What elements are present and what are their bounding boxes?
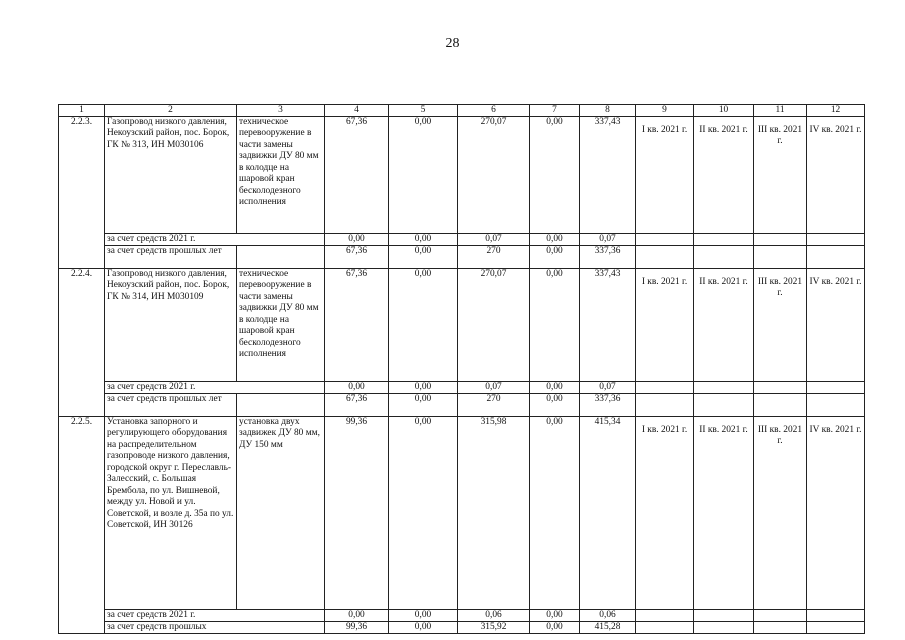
value-cell: 0,00 bbox=[530, 269, 580, 382]
empty-cell bbox=[694, 394, 754, 417]
object-name: Газопровод низкого давления, Некоузский район, пос. Борок, ГК № 314, ИН М030109 bbox=[105, 269, 237, 382]
value-cell: 0,07 bbox=[458, 234, 530, 246]
column-number: 1 bbox=[59, 105, 105, 117]
value-cell: 0,00 bbox=[530, 417, 580, 610]
empty-cell bbox=[754, 246, 807, 269]
value-cell: 0,00 bbox=[389, 117, 458, 234]
value-cell: 415,28 bbox=[580, 622, 636, 634]
quarter-cell: I кв. 2021 г. bbox=[636, 117, 694, 234]
value-cell: 0,00 bbox=[530, 234, 580, 246]
funding-label: за счет средств 2021 г. bbox=[105, 234, 325, 246]
value-cell: 0,00 bbox=[389, 394, 458, 417]
empty-cell bbox=[754, 394, 807, 417]
value-cell: 67,36 bbox=[325, 394, 389, 417]
column-number: 9 bbox=[636, 105, 694, 117]
value-cell: 0,00 bbox=[389, 382, 458, 394]
value-cell: 0,00 bbox=[389, 610, 458, 622]
value-cell: 270,07 bbox=[458, 269, 530, 382]
funding-row bbox=[59, 610, 865, 622]
column-number: 5 bbox=[389, 105, 458, 117]
value-cell: 0,07 bbox=[580, 382, 636, 394]
empty-cell bbox=[807, 382, 865, 394]
value-cell: 415,34 bbox=[580, 417, 636, 610]
empty-cell bbox=[754, 234, 807, 246]
empty-cell bbox=[807, 610, 865, 622]
column-number-row bbox=[59, 105, 865, 117]
investment-table bbox=[58, 104, 865, 634]
value-cell: 337,36 bbox=[580, 394, 636, 417]
value-cell: 67,36 bbox=[325, 246, 389, 269]
value-cell: 0,07 bbox=[458, 382, 530, 394]
funding-row bbox=[59, 394, 865, 417]
funding-label: за счет средств прошлых лет bbox=[105, 394, 237, 417]
work-description: установка двух задвижек ДУ 80 мм, ДУ 150 мм bbox=[237, 417, 325, 610]
value-cell: 0,00 bbox=[389, 622, 458, 634]
page-number: 28 bbox=[445, 36, 460, 51]
quarter-cell: III кв. 2021 г. bbox=[754, 117, 807, 234]
empty-cell bbox=[237, 246, 325, 269]
empty-cell bbox=[807, 246, 865, 269]
funding-row bbox=[59, 382, 865, 394]
value-cell: 337,43 bbox=[580, 117, 636, 234]
value-cell: 0,07 bbox=[580, 234, 636, 246]
quarter-cell: III кв. 2021 г. bbox=[754, 417, 807, 610]
funding-label: за счет средств прошлых лет bbox=[105, 246, 237, 269]
column-number: 8 bbox=[580, 105, 636, 117]
column-number: 4 bbox=[325, 105, 389, 117]
column-number: 12 bbox=[807, 105, 865, 117]
value-cell: 0,00 bbox=[530, 117, 580, 234]
table-row bbox=[59, 417, 865, 610]
value-cell: 0,00 bbox=[389, 234, 458, 246]
funding-label: за счет средств 2021 г. bbox=[105, 610, 325, 622]
value-cell: 0,06 bbox=[458, 610, 530, 622]
table-row bbox=[59, 117, 865, 234]
value-cell: 0,00 bbox=[325, 610, 389, 622]
column-number: 10 bbox=[694, 105, 754, 117]
empty-cell bbox=[807, 622, 865, 634]
value-cell: 270 bbox=[458, 246, 530, 269]
value-cell: 0,00 bbox=[530, 394, 580, 417]
value-cell: 0,00 bbox=[530, 246, 580, 269]
value-cell: 67,36 bbox=[325, 269, 389, 382]
funding-row bbox=[59, 622, 865, 634]
value-cell: 0,00 bbox=[530, 622, 580, 634]
empty-cell bbox=[694, 610, 754, 622]
value-cell: 0,00 bbox=[389, 246, 458, 269]
row-index: 2.2.5. bbox=[59, 417, 105, 634]
value-cell: 270,07 bbox=[458, 117, 530, 234]
funding-row bbox=[59, 234, 865, 246]
work-description: техническое перевооружение в части замены задвижки ДУ 80 мм в колодце на шаровой кран бесколодезного исполнения bbox=[237, 117, 325, 234]
row-index: 2.2.3. bbox=[59, 117, 105, 269]
value-cell: 99,36 bbox=[325, 417, 389, 610]
empty-cell bbox=[636, 622, 694, 634]
empty-cell bbox=[807, 394, 865, 417]
empty-cell bbox=[807, 234, 865, 246]
column-number: 7 bbox=[530, 105, 580, 117]
funding-label: за счет средств 2021 г. bbox=[105, 382, 325, 394]
quarter-cell: I кв. 2021 г. bbox=[636, 417, 694, 610]
funding-row bbox=[59, 246, 865, 269]
quarter-cell: I кв. 2021 г. bbox=[636, 269, 694, 382]
value-cell: 67,36 bbox=[325, 117, 389, 234]
column-number: 6 bbox=[458, 105, 530, 117]
value-cell: 0,00 bbox=[530, 382, 580, 394]
quarter-cell: II кв. 2021 г. bbox=[694, 269, 754, 382]
value-cell: 0,06 bbox=[580, 610, 636, 622]
quarter-cell: III кв. 2021 г. bbox=[754, 269, 807, 382]
column-number: 3 bbox=[237, 105, 325, 117]
value-cell: 337,43 bbox=[580, 269, 636, 382]
work-description: техническое перевооружение в части замены задвижки ДУ 80 мм в колодце на шаровой кран бесколодезного исполнения bbox=[237, 269, 325, 382]
empty-cell bbox=[636, 234, 694, 246]
value-cell: 0,00 bbox=[325, 382, 389, 394]
empty-cell bbox=[636, 246, 694, 269]
empty-cell bbox=[694, 382, 754, 394]
quarter-cell: IV кв. 2021 г. bbox=[807, 269, 865, 382]
value-cell: 315,92 bbox=[458, 622, 530, 634]
empty-cell bbox=[754, 622, 807, 634]
row-index: 2.2.4. bbox=[59, 269, 105, 417]
empty-cell bbox=[636, 382, 694, 394]
object-name: Газопровод низкого давления, Некоузский район, пос. Борок, ГК № 313, ИН М030106 bbox=[105, 117, 237, 234]
quarter-cell: IV кв. 2021 г. bbox=[807, 117, 865, 234]
value-cell: 0,00 bbox=[530, 610, 580, 622]
value-cell: 0,00 bbox=[389, 417, 458, 610]
value-cell: 0,00 bbox=[325, 234, 389, 246]
quarter-cell: II кв. 2021 г. bbox=[694, 117, 754, 234]
empty-cell bbox=[237, 394, 325, 417]
value-cell: 0,00 bbox=[389, 269, 458, 382]
empty-cell bbox=[754, 610, 807, 622]
value-cell: 337,36 bbox=[580, 246, 636, 269]
empty-cell bbox=[754, 382, 807, 394]
empty-cell bbox=[694, 246, 754, 269]
funding-label: за счет средств прошлых bbox=[105, 622, 325, 634]
column-number: 2 bbox=[105, 105, 237, 117]
quarter-cell: IV кв. 2021 г. bbox=[807, 417, 865, 610]
value-cell: 315,98 bbox=[458, 417, 530, 610]
quarter-cell: II кв. 2021 г. bbox=[694, 417, 754, 610]
value-cell: 270 bbox=[458, 394, 530, 417]
column-number: 11 bbox=[754, 105, 807, 117]
empty-cell bbox=[636, 394, 694, 417]
empty-cell bbox=[636, 610, 694, 622]
empty-cell bbox=[694, 622, 754, 634]
value-cell: 99,36 bbox=[325, 622, 389, 634]
table-row bbox=[59, 269, 865, 382]
empty-cell bbox=[694, 234, 754, 246]
object-name: Установка запорного и регулирующего оборудования на распределительном газопроводе низкого давления, городской округ г. Переславль-Залесский, с. Большая Брембола, по ул. Вишневой, между ул. Новой и ул. Советской, и возле д. 35а по ул. Советской, ИН 30126 bbox=[105, 417, 237, 610]
